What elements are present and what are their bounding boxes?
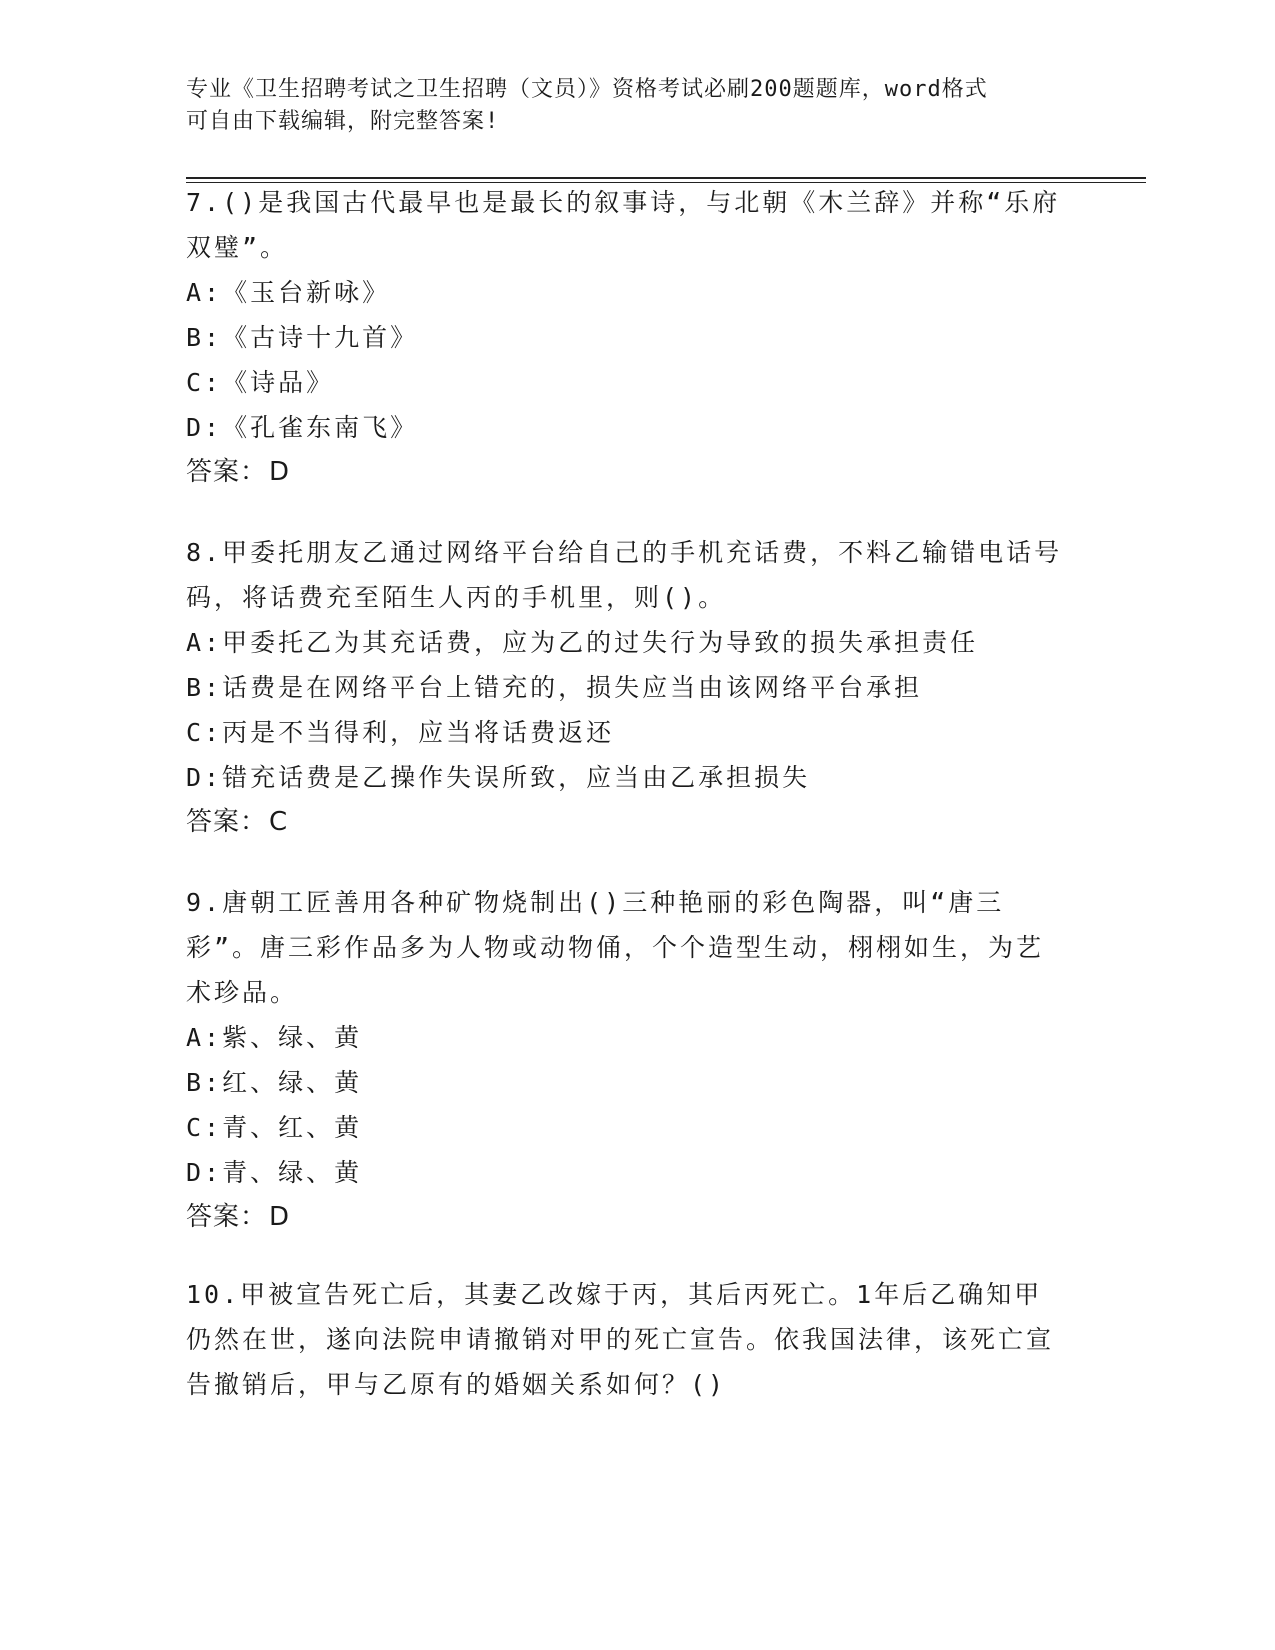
answer-line [186, 800, 1066, 845]
option-b: B:红、绿、黄 [186, 1068, 363, 1097]
question-9 [186, 880, 1066, 1240]
header-divider-thick [186, 177, 1146, 179]
answer-line [186, 450, 1066, 495]
question-10 [186, 1272, 1066, 1407]
option-a: A:《玉台新咏》 [186, 278, 391, 307]
question-stem: 9.唐朝工匠善用各种矿物烧制出()三种艳丽的彩色陶器，叫“唐三彩”。唐三彩作品多为人物或动物俑，个个造型生动，栩栩如生，为艺术珍品。 [186, 888, 1045, 1007]
question-stem: 8.甲委托朋友乙通过网络平台给自己的手机充话费，不料乙输错电话号码，将话费充至陌生人丙的手机里，则()。 [186, 538, 1063, 612]
document-header [186, 74, 1066, 138]
option-c: C:丙是不当得利，应当将话费返还 [186, 718, 615, 747]
option-d: D:青、绿、黄 [186, 1158, 363, 1187]
option-c: C:青、红、黄 [186, 1113, 363, 1142]
question-stem: 7.()是我国古代最早也是最长的叙事诗，与北朝《木兰辞》并称“乐府双璧”。 [186, 188, 1061, 262]
header-line-1: 专业《卫生招聘考试之卫生招聘（文员）》资格考试必刷200题题库，word格式 [186, 77, 988, 102]
header-line-2: 可自由下载编辑，附完整答案! [186, 109, 500, 134]
answer-label: 答案： [186, 457, 268, 487]
option-a: A:紫、绿、黄 [186, 1023, 363, 1052]
option-d: D:错充话费是乙操作失误所致，应当由乙承担损失 [186, 763, 811, 792]
question-7 [186, 180, 1066, 495]
option-d: D:《孔雀东南飞》 [186, 413, 419, 442]
option-c: C:《诗品》 [186, 368, 335, 397]
option-b: B:话费是在网络平台上错充的，损失应当由该网络平台承担 [186, 673, 923, 702]
question-8 [186, 530, 1066, 845]
answer-value: D [269, 1202, 291, 1232]
question-stem: 10.甲被宣告死亡后，其妻乙改嫁于丙，其后丙死亡。1年后乙确知甲仍然在世，遂向法院申请撤销对甲的死亡宣告。依我国法律，该死亡宣告撤销后，甲与乙原有的婚姻关系如何？() [186, 1280, 1055, 1399]
answer-value: D [269, 457, 291, 487]
answer-line [186, 1195, 1066, 1240]
option-a: A:甲委托乙为其充话费，应为乙的过失行为导致的损失承担责任 [186, 628, 979, 657]
answer-label: 答案： [186, 1202, 268, 1232]
option-b: B:《古诗十九首》 [186, 323, 419, 352]
answer-value: C [269, 807, 289, 837]
answer-label: 答案： [186, 807, 268, 837]
